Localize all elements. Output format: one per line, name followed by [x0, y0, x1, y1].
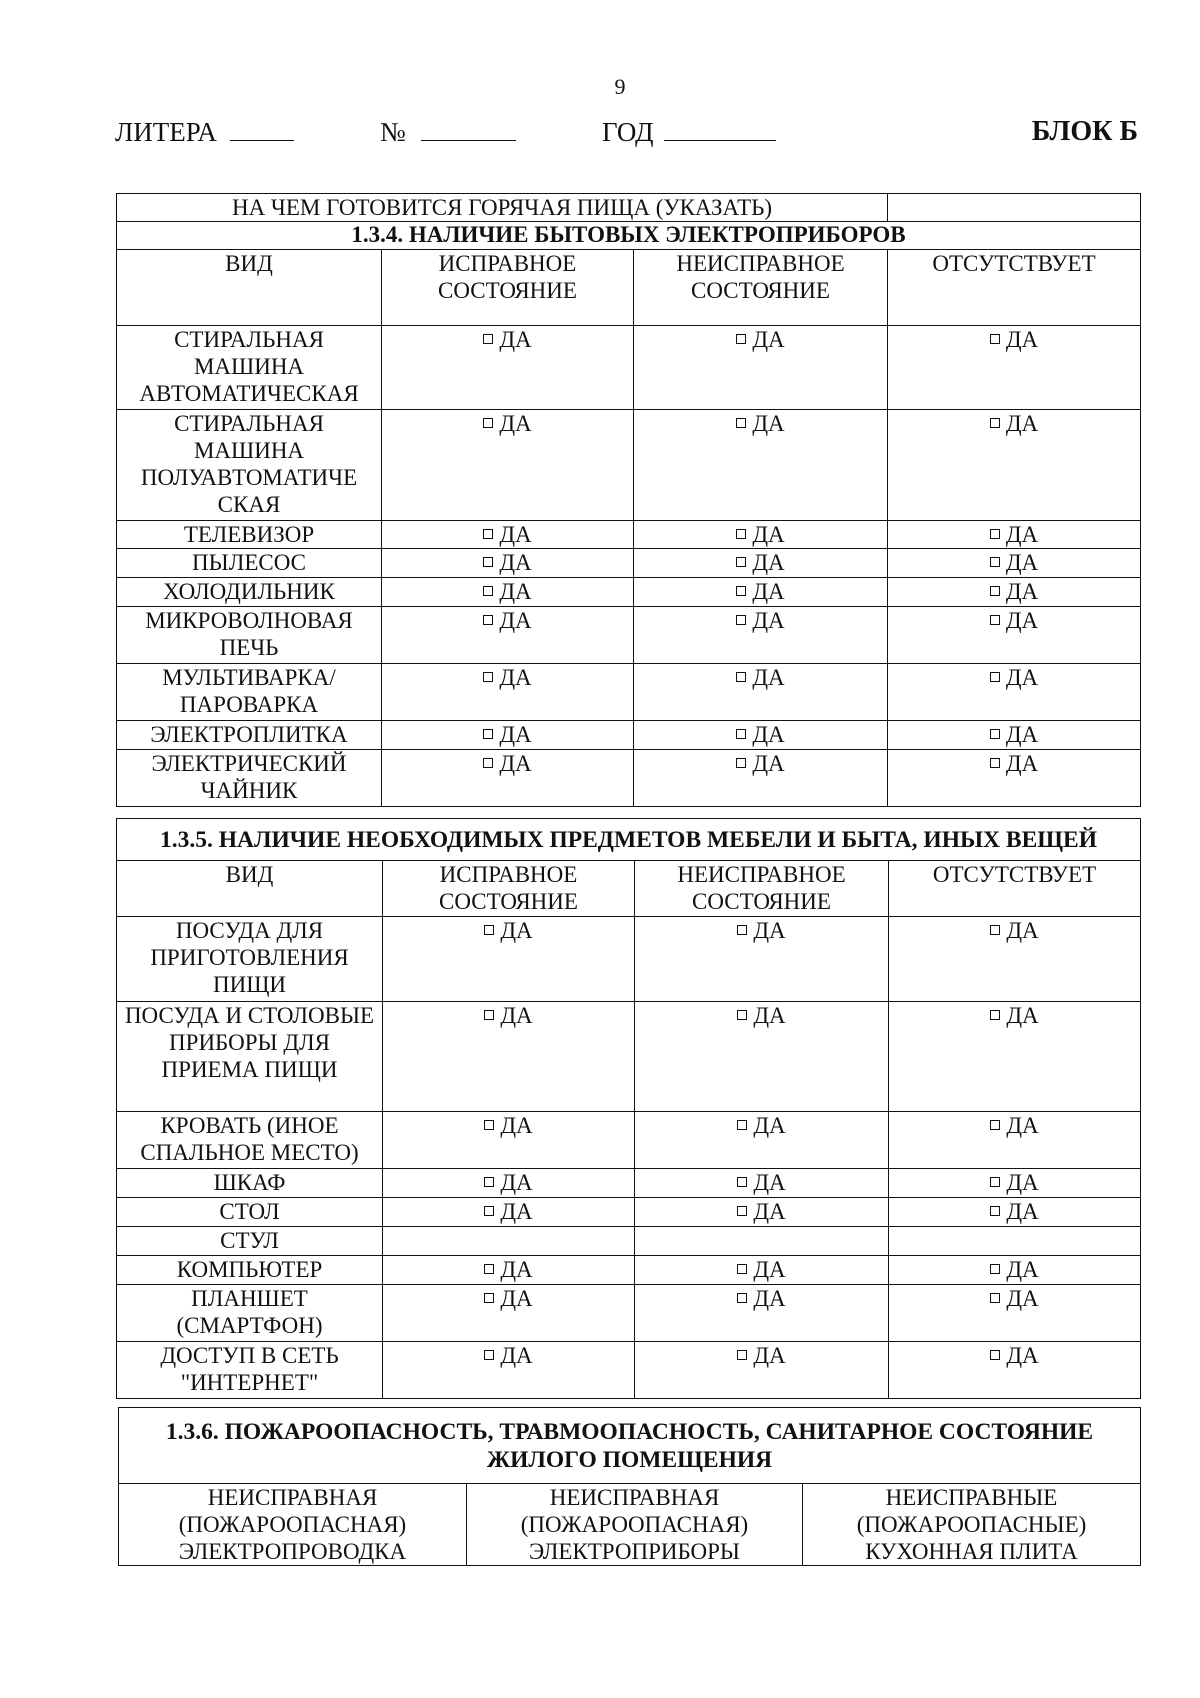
option-cell-broken — [635, 1285, 889, 1342]
yes-checkbox-absent[interactable] — [990, 327, 1038, 352]
yes-checkbox-working[interactable] — [483, 751, 531, 776]
item-name: ЭЛЕКТРИЧЕСКИЙ ЧАЙНИК — [117, 750, 382, 807]
yes-checkbox-absent[interactable] — [990, 722, 1038, 747]
checkbox-icon[interactable] — [990, 925, 1000, 935]
checkbox-icon[interactable] — [483, 586, 493, 596]
column-header-broken: НЕИСПРАВНОЕ СОСТОЯНИЕ — [635, 861, 889, 917]
item-name: ДОСТУП В СЕТЬ "ИНТЕРНЕТ" — [117, 1342, 383, 1399]
yes-label: ДА — [752, 722, 785, 747]
yes-checkbox-absent[interactable] — [990, 665, 1038, 690]
checkbox-icon[interactable] — [483, 758, 493, 768]
yes-label: ДА — [499, 411, 532, 436]
table-row — [117, 410, 1141, 521]
yes-label: ДА — [1005, 751, 1039, 776]
checkbox-icon[interactable] — [736, 586, 746, 596]
yes-label: ДА — [1006, 1113, 1039, 1138]
yes-checkbox-broken[interactable] — [736, 665, 784, 690]
yes-checkbox-broken[interactable] — [736, 550, 784, 575]
table-row — [117, 521, 1141, 549]
yes-checkbox-absent[interactable] — [990, 1286, 1038, 1311]
yes-checkbox-broken[interactable] — [737, 1286, 785, 1311]
yes-checkbox-absent[interactable] — [990, 550, 1038, 575]
option-cell-working — [382, 664, 634, 721]
yes-label: ДА — [752, 751, 785, 776]
yes-checkbox-working[interactable] — [483, 608, 531, 633]
yes-label: ДА — [500, 1343, 533, 1368]
yes-checkbox-broken[interactable] — [736, 722, 784, 747]
item-name: ПОСУДА И СТОЛОВЫЕ ПРИБОРЫ ДЛЯ ПРИЕМА ПИЩИ — [117, 1002, 383, 1112]
yes-checkbox-broken[interactable] — [736, 608, 784, 633]
checkbox-icon[interactable] — [736, 418, 746, 428]
checkbox-icon[interactable] — [990, 1177, 1000, 1187]
item-name: ПЛАНШЕТ (СМАРТФОН) — [117, 1285, 383, 1342]
table-row — [117, 750, 1141, 807]
table-row — [117, 1169, 1141, 1198]
column-header-absent: ОТСУТСТВУЕТ — [889, 861, 1141, 917]
option-cell-working — [383, 1002, 635, 1112]
yes-label: ДА — [753, 918, 786, 943]
checkbox-icon[interactable] — [483, 529, 493, 539]
yes-checkbox-absent[interactable] — [990, 1199, 1038, 1224]
option-cell-working — [383, 1342, 635, 1399]
checkbox-icon[interactable] — [484, 1177, 494, 1187]
option-cell-working — [382, 578, 634, 607]
item-name: ХОЛОДИЛЬНИК — [117, 578, 382, 607]
column-header-appliances: НЕИСПРАВНАЯ (ПОЖАРООПАСНАЯ) ЭЛЕКТРОПРИБОРЫ — [467, 1484, 803, 1566]
checkbox-icon[interactable] — [990, 418, 1000, 428]
year-field — [602, 116, 776, 148]
option-cell-working — [383, 1169, 635, 1198]
yes-checkbox-absent[interactable] — [990, 608, 1038, 633]
option-cell-absent — [889, 1169, 1141, 1198]
yes-label: ДА — [499, 665, 532, 690]
table-row — [117, 1342, 1141, 1399]
section-135-header-row — [117, 861, 1141, 917]
checkbox-icon[interactable] — [990, 1206, 1000, 1216]
page-number: 9 — [614, 74, 626, 99]
yes-label: ДА — [752, 550, 785, 575]
yes-checkbox-working[interactable] — [484, 1170, 532, 1195]
option-cell-absent — [888, 750, 1141, 807]
yes-checkbox-absent[interactable] — [990, 1170, 1038, 1195]
yes-label: ДА — [499, 327, 532, 352]
option-cell-broken — [634, 664, 888, 721]
item-name: КРОВАТЬ (ИНОЕ СПАЛЬНОЕ МЕСТО) — [117, 1112, 383, 1169]
table-row — [117, 917, 1141, 1002]
section-134-header-row — [117, 250, 1141, 326]
yes-label: ДА — [1006, 1170, 1039, 1195]
checkbox-icon[interactable] — [990, 1010, 1000, 1020]
option-cell-broken — [635, 1256, 889, 1285]
block-label: БЛОК Б — [1031, 116, 1138, 147]
checkbox-icon[interactable] — [990, 529, 1000, 539]
table-row — [117, 578, 1141, 607]
yes-label: ДА — [1006, 1257, 1039, 1282]
option-cell-broken — [635, 1169, 889, 1198]
checkbox-icon[interactable] — [483, 672, 493, 682]
checkbox-icon[interactable] — [483, 334, 493, 344]
checkbox-icon[interactable] — [736, 529, 746, 539]
section-136-title-row — [119, 1408, 1141, 1484]
option-cell-working — [382, 750, 634, 807]
checkbox-icon[interactable] — [990, 586, 1000, 596]
yes-label: ДА — [500, 1113, 533, 1138]
checkbox-icon[interactable] — [484, 925, 494, 935]
table-row — [117, 1285, 1141, 1342]
option-cell-absent — [888, 410, 1141, 521]
checkbox-icon[interactable] — [990, 334, 1000, 344]
year-label: ГОД — [602, 117, 654, 147]
item-name: СТОЛ — [117, 1198, 383, 1227]
yes-label: ДА — [500, 1286, 533, 1311]
yes-checkbox-broken[interactable] — [737, 918, 785, 943]
item-name: ПЫЛЕСОС — [117, 549, 382, 578]
table-row — [117, 1002, 1141, 1112]
yes-checkbox-working[interactable] — [484, 1286, 532, 1311]
option-cell-broken — [635, 1112, 889, 1169]
yes-label: ДА — [752, 665, 785, 690]
option-cell-working — [383, 1198, 635, 1227]
option-cell-working — [383, 917, 635, 1002]
number-field — [380, 116, 516, 148]
column-header-kind: ВИД — [117, 250, 382, 326]
column-header-broken: НЕИСПРАВНОЕ СОСТОЯНИЕ — [634, 250, 888, 326]
checkbox-icon[interactable] — [737, 925, 747, 935]
yes-checkbox-broken[interactable] — [737, 1113, 785, 1138]
yes-label: ДА — [1005, 722, 1039, 747]
item-name: МИКРОВОЛНОВАЯ ПЕЧЬ — [117, 607, 382, 664]
option-cell-absent — [888, 521, 1141, 549]
yes-label: ДА — [499, 751, 532, 776]
checkbox-icon[interactable] — [737, 1010, 747, 1020]
yes-checkbox-working[interactable] — [483, 579, 531, 604]
option-cell-absent[interactable] — [889, 1227, 1141, 1256]
checkbox-icon[interactable] — [483, 615, 493, 625]
yes-label: ДА — [753, 1199, 786, 1224]
yes-checkbox-broken[interactable] — [737, 1003, 785, 1028]
yes-label: ДА — [499, 579, 532, 604]
yes-label: ДА — [1005, 411, 1039, 436]
table-row — [117, 721, 1141, 750]
yes-label: ДА — [499, 522, 532, 547]
yes-checkbox-absent[interactable] — [990, 751, 1038, 776]
yes-checkbox-broken[interactable] — [736, 327, 784, 352]
item-name: ТЕЛЕВИЗОР — [117, 521, 382, 549]
option-cell-working[interactable] — [383, 1227, 635, 1256]
table-row — [117, 664, 1141, 721]
checkbox-icon[interactable] — [736, 615, 746, 625]
yes-checkbox-absent[interactable] — [990, 579, 1038, 604]
form-header — [115, 116, 1138, 156]
yes-checkbox-working[interactable] — [483, 411, 531, 436]
yes-label: ДА — [753, 1257, 786, 1282]
table-row — [117, 1112, 1141, 1169]
fire-safety-table — [118, 1407, 1141, 1566]
year-blank[interactable] — [664, 116, 776, 141]
item-name: КОМПЬЮТЕР — [117, 1256, 383, 1285]
table-row — [117, 607, 1141, 664]
checkbox-icon[interactable] — [990, 729, 1000, 739]
checkbox-icon[interactable] — [737, 1177, 747, 1187]
option-cell-broken — [634, 607, 888, 664]
yes-checkbox-broken[interactable] — [737, 1343, 785, 1368]
checkbox-icon[interactable] — [736, 672, 746, 682]
item-name: МУЛЬТИВАРКА/ ПАРОВАРКА — [117, 664, 382, 721]
yes-label: ДА — [1006, 1286, 1039, 1311]
number-label: № — [380, 117, 406, 147]
yes-checkbox-working[interactable] — [484, 1003, 532, 1028]
yes-checkbox-working[interactable] — [483, 327, 531, 352]
checkbox-icon[interactable] — [737, 1264, 747, 1274]
yes-label: ДА — [752, 327, 785, 352]
yes-checkbox-working[interactable] — [483, 665, 531, 690]
option-cell-working — [382, 607, 634, 664]
yes-label: ДА — [1006, 1199, 1039, 1224]
item-name: СТИРАЛЬНАЯ МАШИНА АВТОМАТИЧЕСКАЯ — [117, 326, 382, 410]
yes-label: ДА — [499, 722, 532, 747]
option-cell-absent — [889, 1112, 1141, 1169]
litera-blank[interactable] — [230, 116, 294, 141]
option-cell-working — [383, 1256, 635, 1285]
yes-label: ДА — [753, 1003, 786, 1028]
yes-checkbox-working[interactable] — [483, 522, 531, 547]
yes-label: ДА — [499, 608, 532, 633]
yes-checkbox-absent[interactable] — [990, 1257, 1038, 1282]
checkbox-icon[interactable] — [990, 1264, 1000, 1274]
option-cell-working — [382, 326, 634, 410]
checkbox-icon[interactable] — [990, 557, 1000, 567]
yes-checkbox-broken[interactable] — [736, 751, 784, 776]
option-cell-broken — [634, 750, 888, 807]
yes-label: ДА — [1006, 918, 1039, 943]
yes-label: ДА — [753, 1170, 786, 1195]
yes-checkbox-working[interactable] — [484, 1199, 532, 1224]
table-row — [117, 549, 1141, 578]
option-cell-broken[interactable] — [635, 1227, 889, 1256]
option-cell-broken — [634, 326, 888, 410]
yes-checkbox-broken[interactable] — [736, 411, 784, 436]
number-blank[interactable] — [421, 116, 516, 141]
option-cell-absent — [889, 1342, 1141, 1399]
option-cell-working — [382, 410, 634, 521]
checkbox-icon[interactable] — [484, 1206, 494, 1216]
yes-label: ДА — [1005, 665, 1039, 690]
yes-checkbox-working[interactable] — [484, 1113, 532, 1138]
option-cell-broken — [634, 521, 888, 549]
item-name: ПОСУДА ДЛЯ ПРИГОТОВЛЕНИЯ ПИЩИ — [117, 917, 383, 1002]
section-135-title-row — [117, 819, 1141, 861]
option-cell-absent — [888, 607, 1141, 664]
yes-label: ДА — [499, 550, 532, 575]
yes-checkbox-broken[interactable] — [737, 1199, 785, 1224]
checkbox-icon[interactable] — [990, 615, 1000, 625]
checkbox-icon[interactable] — [737, 1120, 747, 1130]
cooking-label: НА ЧЕМ ГОТОВИТСЯ ГОРЯЧАЯ ПИЩА (УКАЗАТЬ) — [117, 194, 888, 222]
checkbox-icon[interactable] — [737, 1293, 747, 1303]
yes-label: ДА — [1006, 1343, 1039, 1368]
yes-checkbox-absent[interactable] — [990, 918, 1038, 943]
yes-checkbox-working[interactable] — [483, 550, 531, 575]
checkbox-icon[interactable] — [990, 1293, 1000, 1303]
checkbox-icon[interactable] — [736, 729, 746, 739]
option-cell-working — [382, 721, 634, 750]
option-cell-absent — [889, 1002, 1141, 1112]
checkbox-icon[interactable] — [484, 1293, 494, 1303]
yes-checkbox-absent[interactable] — [990, 1003, 1038, 1028]
checkbox-icon[interactable] — [990, 1350, 1000, 1360]
table-row — [117, 1198, 1141, 1227]
table-row — [117, 326, 1141, 410]
litera-field — [115, 116, 294, 148]
yes-label: ДА — [753, 1113, 786, 1138]
option-cell-working — [382, 549, 634, 578]
option-cell-absent — [889, 1285, 1141, 1342]
option-cell-broken — [635, 1342, 889, 1399]
yes-label: ДА — [753, 1343, 786, 1368]
option-cell-absent — [889, 1256, 1141, 1285]
yes-label: ДА — [752, 411, 785, 436]
option-cell-working — [383, 1285, 635, 1342]
checkbox-icon[interactable] — [990, 758, 1000, 768]
yes-checkbox-absent[interactable] — [990, 411, 1038, 436]
option-cell-absent — [889, 1198, 1141, 1227]
checkbox-icon[interactable] — [990, 672, 1000, 682]
table-row — [117, 1227, 1141, 1256]
option-cell-absent — [888, 664, 1141, 721]
section-134-title-row — [117, 222, 1141, 250]
section-136-title: 1.3.6. ПОЖАРООПАСНОСТЬ, ТРАВМООПАСНОСТЬ, САНИТАРНОЕ СОСТОЯНИЕ ЖИЛОГО ПОМЕЩЕНИЯ — [119, 1408, 1141, 1484]
section-135-title: 1.3.5. НАЛИЧИЕ НЕОБХОДИМЫХ ПРЕДМЕТОВ МЕБЕЛИ И БЫТА, ИНЫХ ВЕЩЕЙ — [117, 819, 1141, 861]
checkbox-icon[interactable] — [483, 418, 493, 428]
yes-checkbox-broken[interactable] — [737, 1170, 785, 1195]
column-header-absent: ОТСУТСТВУЕТ — [888, 250, 1141, 326]
yes-label: ДА — [1005, 579, 1039, 604]
checkbox-icon[interactable] — [736, 557, 746, 567]
column-header-working: ИСПРАВНОЕ СОСТОЯНИЕ — [382, 250, 634, 326]
option-cell-broken — [635, 1198, 889, 1227]
furniture-table — [116, 818, 1141, 1399]
litera-label: ЛИТЕРА — [115, 117, 217, 147]
checkbox-icon[interactable] — [737, 1206, 747, 1216]
column-header-working: ИСПРАВНОЕ СОСТОЯНИЕ — [383, 861, 635, 917]
option-cell-absent — [889, 917, 1141, 1002]
checkbox-icon[interactable] — [736, 334, 746, 344]
yes-label: ДА — [753, 1286, 786, 1311]
checkbox-icon[interactable] — [484, 1350, 494, 1360]
column-header-wiring: НЕИСПРАВНАЯ (ПОЖАРООПАСНАЯ) ЭЛЕКТРОПРОВОДКА — [119, 1484, 467, 1566]
column-header-stove: НЕИСПРАВНЫЕ (ПОЖАРООПАСНЫЕ) КУХОННАЯ ПЛИТА — [803, 1484, 1141, 1566]
option-cell-absent — [888, 721, 1141, 750]
item-name: СТУЛ — [117, 1227, 383, 1256]
yes-label: ДА — [1005, 522, 1039, 547]
yes-label: ДА — [1005, 550, 1039, 575]
yes-checkbox-broken[interactable] — [736, 522, 784, 547]
yes-label: ДА — [752, 522, 785, 547]
yes-checkbox-absent[interactable] — [990, 1113, 1038, 1138]
option-cell-broken — [635, 1002, 889, 1112]
table-row — [117, 1256, 1141, 1285]
yes-label: ДА — [500, 1257, 533, 1282]
yes-label: ДА — [500, 1003, 533, 1028]
yes-label: ДА — [752, 608, 785, 633]
yes-checkbox-broken[interactable] — [737, 1257, 785, 1282]
option-cell-working — [382, 521, 634, 549]
yes-label: ДА — [1005, 327, 1039, 352]
option-cell-absent — [888, 549, 1141, 578]
option-cell-broken — [635, 917, 889, 1002]
appliances-table — [116, 193, 1141, 807]
yes-checkbox-absent[interactable] — [990, 1343, 1038, 1368]
option-cell-broken — [634, 410, 888, 521]
cooking-row — [117, 194, 1141, 222]
yes-checkbox-broken[interactable] — [736, 579, 784, 604]
yes-label: ДА — [500, 1170, 533, 1195]
option-cell-working — [383, 1112, 635, 1169]
yes-checkbox-working[interactable] — [484, 918, 532, 943]
checkbox-icon[interactable] — [484, 1120, 494, 1130]
checkbox-icon[interactable] — [484, 1264, 494, 1274]
yes-checkbox-working[interactable] — [484, 1257, 532, 1282]
item-name: ЭЛЕКТРОПЛИТКА — [117, 721, 382, 750]
section-136-header-row — [119, 1484, 1141, 1566]
checkbox-icon[interactable] — [736, 758, 746, 768]
yes-checkbox-working[interactable] — [483, 722, 531, 747]
item-name: ШКАФ — [117, 1169, 383, 1198]
option-cell-broken — [634, 721, 888, 750]
option-cell-absent — [888, 326, 1141, 410]
checkbox-icon[interactable] — [990, 1120, 1000, 1130]
yes-label: ДА — [1006, 1003, 1039, 1028]
column-header-kind: ВИД — [117, 861, 383, 917]
yes-label: ДА — [500, 918, 533, 943]
yes-label: ДА — [752, 579, 785, 604]
yes-label: ДА — [500, 1199, 533, 1224]
checkbox-icon[interactable] — [483, 729, 493, 739]
checkbox-icon[interactable] — [737, 1350, 747, 1360]
section-134-title: 1.3.4. НАЛИЧИЕ БЫТОВЫХ ЭЛЕКТРОПРИБОРОВ — [117, 222, 1141, 250]
option-cell-broken — [634, 549, 888, 578]
option-cell-absent — [888, 578, 1141, 607]
checkbox-icon[interactable] — [483, 557, 493, 567]
yes-label: ДА — [1005, 608, 1039, 633]
checkbox-icon[interactable] — [484, 1010, 494, 1020]
yes-checkbox-working[interactable] — [484, 1343, 532, 1368]
item-name: СТИРАЛЬНАЯ МАШИНА ПОЛУАВТОМАТИЧЕ СКАЯ — [117, 410, 382, 521]
cooking-value[interactable] — [888, 194, 1141, 222]
yes-checkbox-absent[interactable] — [990, 522, 1038, 547]
option-cell-broken — [634, 578, 888, 607]
